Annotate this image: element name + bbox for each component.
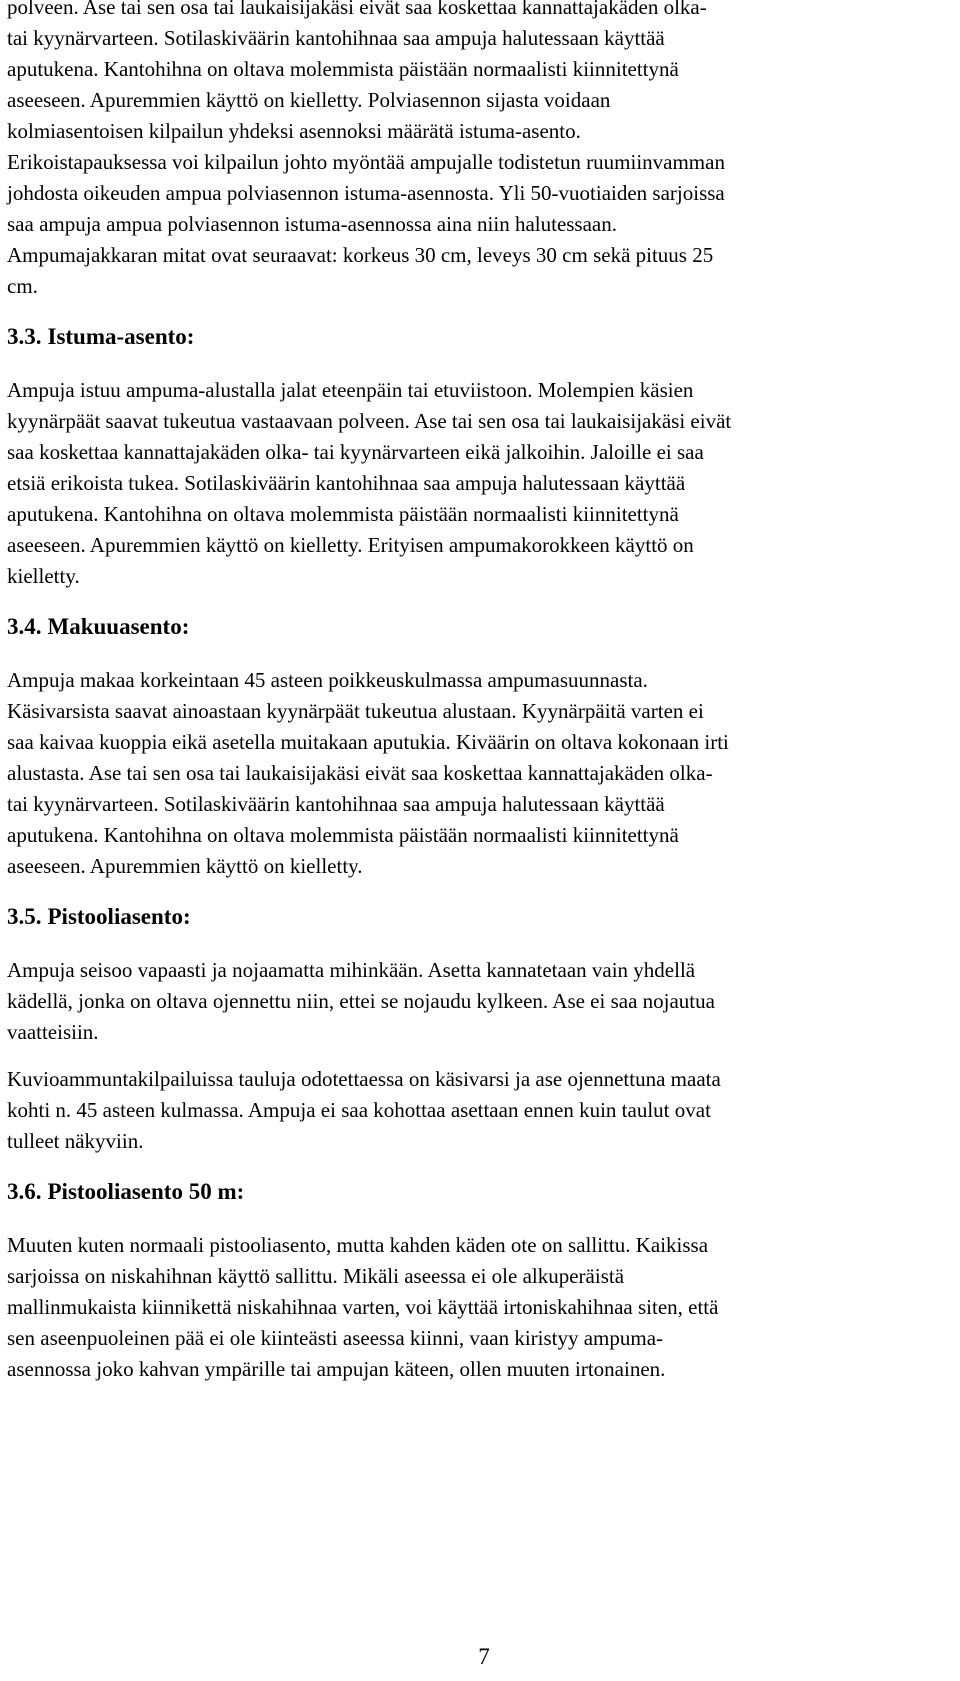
section-pistooliasento	[7, 901, 952, 1157]
section-title: Pistooliasento:	[47, 904, 191, 929]
text-line: Kuvioammuntakilpailuissa tauluja odotettaessa on käsivarsi ja ase ojennettuna maata	[7, 1067, 721, 1091]
intro-paragraph	[7, 0, 952, 302]
section-number: 3.5.	[7, 904, 42, 929]
text-line: tulleet näkyviin.	[7, 1129, 144, 1153]
text-line: kielletty.	[7, 564, 80, 588]
text-line: asennossa joko kahvan ympärille tai ampujan käteen, ollen muuten irtonainen.	[7, 1357, 666, 1381]
section-makuuasento	[7, 611, 952, 882]
text-line: Erikoistapauksessa voi kilpailun johto myöntää ampujalle todistetun ruumiinvamman	[7, 150, 725, 174]
section-title: Pistooliasento 50 m:	[47, 1179, 245, 1204]
section-paragraph	[7, 375, 952, 592]
text-line: Käsivarsista saavat ainoastaan kyynärpäät tukeutua alustaan. Kyynärpäitä varten ei	[7, 699, 704, 723]
text-line: aseeseen. Apuremmien käyttö on kielletty. Erityisen ampumakorokkeen käyttö on	[7, 533, 694, 557]
section-heading	[7, 611, 952, 642]
text-line: vaatteisiin.	[7, 1020, 99, 1044]
section-paragraph	[7, 665, 952, 882]
text-line: kolmiasentoisen kilpailun yhdeksi asennoksi määrätä istuma-asento.	[7, 119, 581, 143]
section-heading	[7, 321, 952, 352]
section-heading	[7, 1176, 952, 1207]
text-line: kädellä, jonka on oltava ojennettu niin, ettei se nojaudu kylkeen. Ase ei saa nojautua	[7, 989, 715, 1013]
text-line: kyynärpäät saavat tukeutua vastaavaan polveen. Ase tai sen osa tai laukaisijakäsi eivät	[7, 409, 732, 433]
text-line: aputukena. Kantohihna on oltava molemmista päistään normaalisti kiinnitettynä	[7, 823, 679, 847]
text-line: alustasta. Ase tai sen osa tai laukaisijakäsi eivät saa koskettaa kannattajakäden olka-	[7, 761, 713, 785]
text-line: Ampuja istuu ampuma-alustalla jalat eteenpäin tai etuviistoon. Molempien käsien	[7, 378, 694, 402]
section-number: 3.3.	[7, 324, 42, 349]
text-line: tai kyynärvarteen. Sotilaskiväärin kantohihnaa saa ampuja halutessaan käyttää	[7, 792, 665, 816]
text-line: saa kaivaa kuoppia eikä asetella muitakaan aputukia. Kiväärin on oltava kokonaan irti	[7, 730, 729, 754]
text-line: kohti n. 45 asteen kulmassa. Ampuja ei saa kohottaa asettaan ennen kuin taulut ovat	[7, 1098, 711, 1122]
text-line: tai kyynärvarteen. Sotilaskiväärin kantohihnaa saa ampuja halutessaan käyttää	[7, 26, 665, 50]
section-number: 3.6.	[7, 1179, 42, 1204]
section-number: 3.4.	[7, 614, 42, 639]
text-line: Ampuja seisoo vapaasti ja nojaamatta mihinkään. Asetta kannatetaan vain yhdellä	[7, 958, 696, 982]
section-heading	[7, 901, 952, 932]
section-title: Istuma-asento:	[47, 324, 195, 349]
section-paragraph	[7, 955, 952, 1048]
text-line: aseeseen. Apuremmien käyttö on kielletty. Polviasennon sijasta voidaan	[7, 88, 611, 112]
text-line: cm.	[7, 274, 38, 298]
text-line: johdosta oikeuden ampua polviasennon istuma-asennosta. Yli 50-vuotiaiden sarjoissa	[7, 181, 725, 205]
text-line: mallinmukaista kiinnikettä niskahihnaa varten, voi käyttää irtoniskahihnaa siten, että	[7, 1295, 719, 1319]
page-number: 7	[478, 1644, 490, 1669]
document-page	[7, 0, 952, 1385]
section-paragraph	[7, 1064, 952, 1157]
text-line: aputukena. Kantohihna on oltava molemmista päistään normaalisti kiinnitettynä	[7, 502, 679, 526]
section-paragraph	[7, 1230, 952, 1385]
text-line: sarjoissa on niskahihnan käyttö sallittu. Mikäli aseessa ei ole alkuperäistä	[7, 1264, 625, 1288]
text-line: aputukena. Kantohihna on oltava molemmista päistään normaalisti kiinnitettynä	[7, 57, 679, 81]
text-line: etsiä erikoista tukea. Sotilaskiväärin kantohihnaa saa ampuja halutessaan käyttää	[7, 471, 686, 495]
text-line: Ampuja makaa korkeintaan 45 asteen poikkeuskulmassa ampumasuunnasta.	[7, 668, 648, 692]
text-line: saa koskettaa kannattajakäden olka- tai kyynärvarteen eikä jalkoihin. Jaloille ei saa	[7, 440, 704, 464]
section-pistooliasento-50m	[7, 1176, 952, 1385]
text-line: aseeseen. Apuremmien käyttö on kielletty.	[7, 854, 363, 878]
text-line: polveen. Ase tai sen osa tai laukaisijakäsi eivät saa koskettaa kannattajakäden olka-	[7, 0, 707, 19]
text-line: Ampumajakkaran mitat ovat seuraavat: korkeus 30 cm, leveys 30 cm sekä pituus 25	[7, 243, 714, 267]
section-istuma-asento	[7, 321, 952, 592]
text-line: sen aseenpuoleinen pää ei ole kiinteästi aseessa kiinni, vaan kiristyy ampuma-	[7, 1326, 664, 1350]
section-title: Makuuasento:	[47, 614, 190, 639]
text-line: saa ampuja ampua polviasennon istuma-asennossa aina niin halutessaan.	[7, 212, 617, 236]
text-line: Muuten kuten normaali pistooliasento, mutta kahden käden ote on sallittu. Kaikissa	[7, 1233, 709, 1257]
